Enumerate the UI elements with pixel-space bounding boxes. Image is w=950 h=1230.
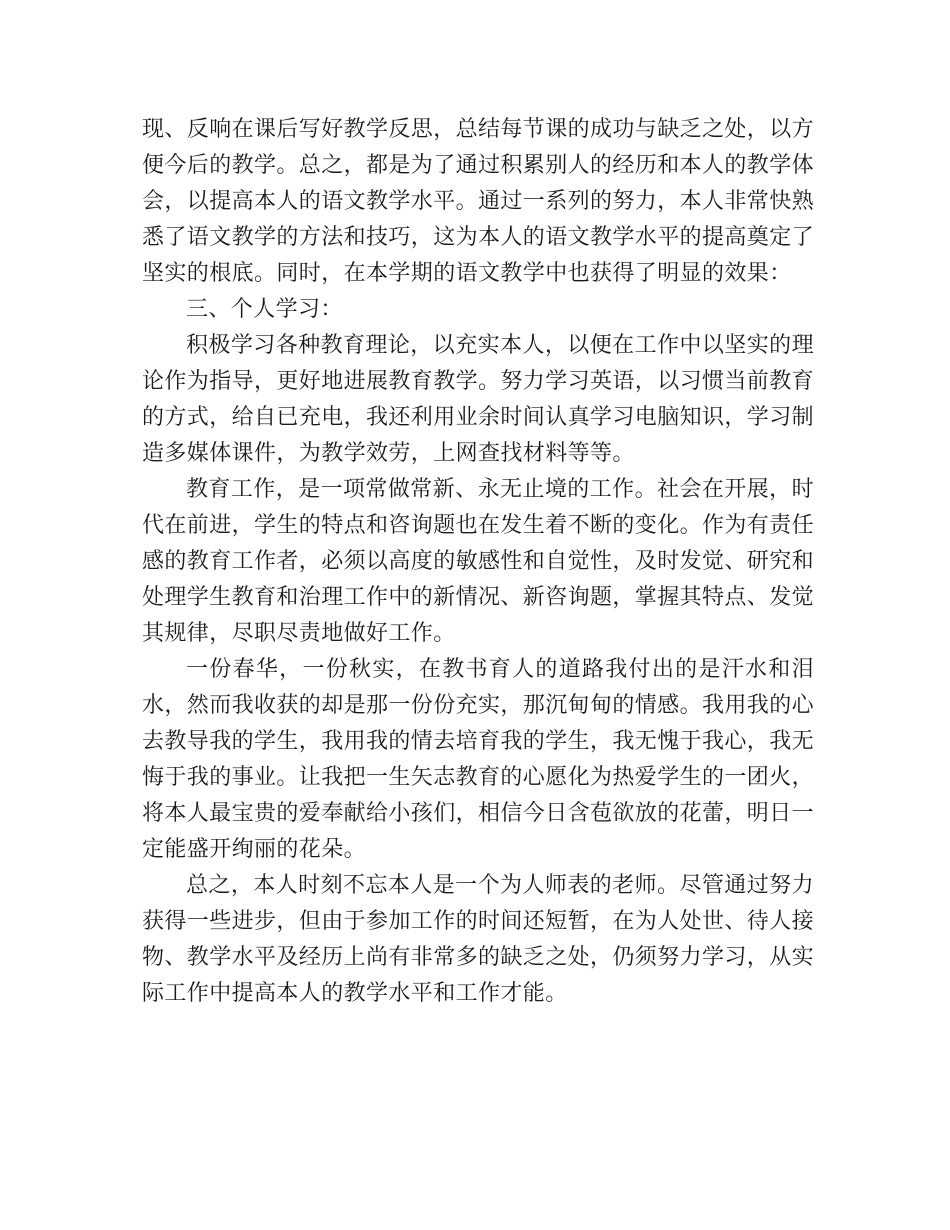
paragraph-study: 积极学习各种教育理论，以充实本人，以便在工作中以坚实的理论作为指导，更好地进展教育教学。努力学习英语，以习惯当前教育的方式，给自已充电，我还利用业余时间认真学习电脑知识，学习制造多媒体课件，为教学效劳，上网查找材料等等。 [142, 333, 815, 466]
paragraph-harvest: 一份春华，一份秋实，在教书育人的道路我付出的是汗水和泪水，然而我收获的却是那一份份充实，那沉甸甸的情感。我用我的心去教导我的学生，我用我的情去培育我的学生，我无愧于我心，我无悔于我的事业。让我把一生矢志教育的心愿化为热爱学生的一团火，将本人最宝贵的爱奉献给小孩们，相信今日含苞欲放的花蕾，明日一定能盛开绚丽的花朵。 [142, 657, 815, 862]
paragraph-education-work: 教育工作，是一项常做常新、永无止境的工作。社会在开展，时代在前进，学生的特点和咨询题也在发生着不断的变化。作为有责任感的教育工作者，必须以高度的敏感性和自觉性，及时发觉、研究和处理学生教育和治理工作中的新情况、新咨询题，掌握其特点、发觉其规律，尽职尽责地做好工作。 [142, 477, 815, 646]
paragraph-conclusion: 总之，本人时刻不忘本人是一个为人师表的老师。尽管通过努力获得一些进步，但由于参加工作的时间还短暂，在为人处世、待人接物、教学水平及经历上尚有非常多的缺乏之处，仍须努力学习，从实际工作中提高本人的教学水平和工作才能。 [142, 873, 815, 1006]
section-heading-personal-study: 三、个人学习： [186, 297, 343, 322]
document-body [142, 112, 814, 1012]
paragraph-continuation: 现、反响在课后写好教学反思，总结每节课的成功与缺乏之处，以方便今后的教学。总之，都是为了通过积累别人的经历和本人的教学体会，以提高本人的语文教学水平。通过一系列的努力，本人非常快熟悉了语文教学的方法和技巧，这为本人的语文教学水平的提高奠定了坚实的根底。同时，在本学期的语文教学中也获得了明显的效果： [142, 117, 815, 286]
